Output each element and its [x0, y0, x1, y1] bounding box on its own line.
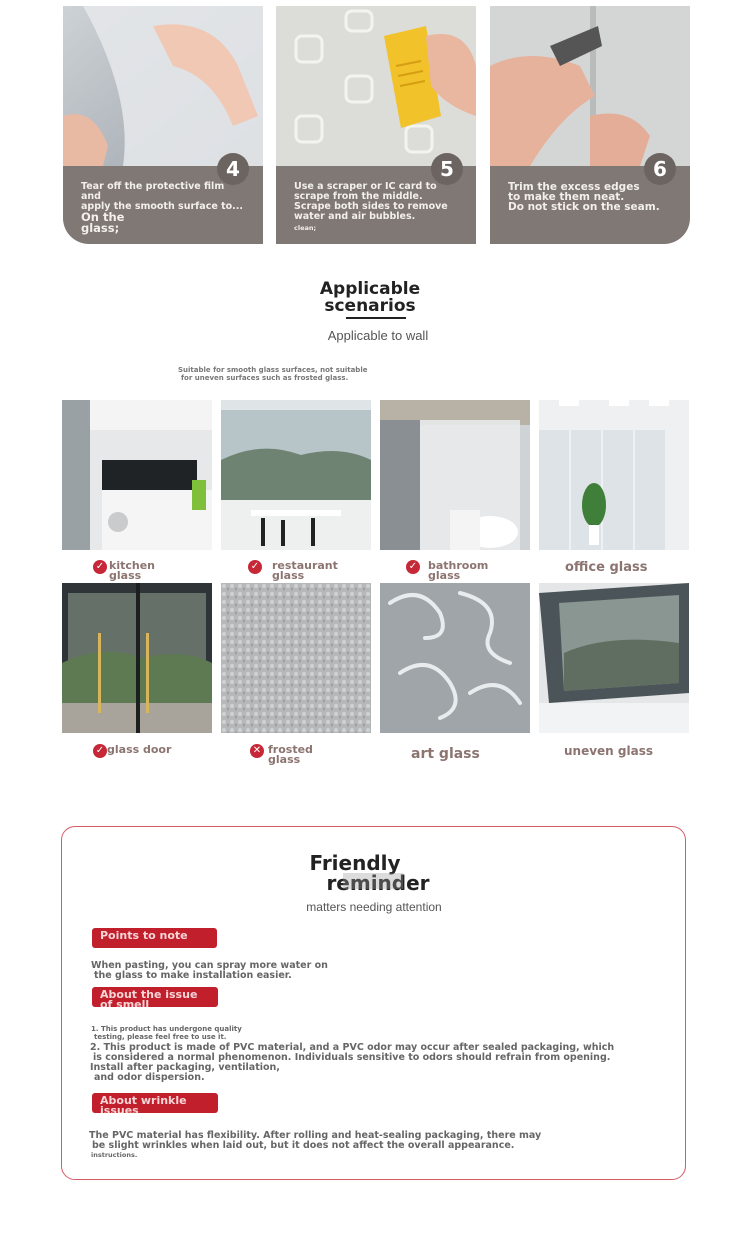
scenario-label-restaurant [248, 561, 342, 581]
office-photo [539, 400, 689, 550]
smell-text-3 [90, 1063, 280, 1083]
scenario-label-frosted [250, 745, 318, 765]
check-icon: ✓ [248, 560, 262, 574]
note-line: is considered a normal phenomenon. Individuals sensitive to odors should refrain from opening. [93, 1052, 611, 1063]
caption-line: Tear off the protective film and [81, 181, 225, 202]
scenario-label-office: office glass [565, 560, 648, 575]
step-caption [294, 182, 458, 233]
scenario-label-kitchen [93, 561, 169, 581]
step-caption [508, 182, 672, 212]
title-highlight [343, 873, 403, 889]
scenario-label-glass-door [93, 745, 187, 755]
step-6-photo [490, 6, 690, 166]
scenarios-title [290, 281, 450, 315]
label-text: glass door [107, 743, 172, 756]
step-number: 4 [217, 153, 249, 185]
title-line: Applicable [319, 279, 421, 299]
caption-line: Use a scraper or IC card to [294, 181, 437, 192]
note-line: Suitable for smooth glass surfaces, not suitable [178, 366, 368, 374]
step-card-5 [276, 6, 476, 244]
caption-emphasis: On the glass; [81, 210, 125, 235]
smell-text-1 [91, 1025, 242, 1041]
scenario-label-bathroom [406, 561, 496, 581]
points-text [91, 961, 328, 981]
scenario-label-uneven: uneven glass [564, 744, 653, 758]
note-line: be slight wrinkles when laid out, but it does not affect the overall appearance. [92, 1140, 515, 1151]
bathroom-photo [380, 400, 530, 550]
caption-line: Trim the excess edges [508, 181, 640, 193]
label-text: restaurant glass [272, 559, 338, 582]
restaurant-photo [221, 400, 371, 550]
caption-line: Do not stick on the seam. [508, 201, 660, 213]
caption-line: apply the smooth surface to... [81, 201, 243, 212]
label-text: kitchen glass [109, 559, 155, 582]
step-caption [81, 182, 245, 234]
kitchen-photo [62, 400, 212, 550]
step-4-photo [63, 6, 263, 166]
step-5-photo [276, 6, 476, 166]
smell-issue-badge: About the issue of smell [92, 987, 218, 1007]
reminder-subtitle: matters needing attention [306, 900, 442, 914]
note-line: instructions. [91, 1151, 138, 1159]
glass-door-photo [62, 583, 212, 733]
step-card-4 [63, 6, 263, 244]
label-text: frosted glass [268, 743, 313, 766]
step-number: 5 [431, 153, 463, 185]
caption-line: Scrape both sides to remove water and air bubbles. [294, 201, 448, 222]
step-number: 6 [644, 153, 676, 185]
scenarios-note [178, 366, 367, 382]
check-icon: ✓ [93, 744, 107, 758]
note-line: and odor dispersion. [94, 1072, 205, 1083]
title-line: Friendly [309, 851, 401, 875]
art-glass-photo [380, 583, 530, 733]
label-text: bathroom glass [428, 559, 489, 582]
note-line: 2. This product is made of PVC material, and a PVC odor may occur after sealed packaging, which [90, 1042, 615, 1053]
title-line: scenarios [324, 296, 416, 316]
wrinkle-text [89, 1131, 541, 1159]
title-underline [346, 317, 406, 319]
note-line: testing, please feel free to use it. [94, 1033, 227, 1041]
scenario-label-art: art glass [411, 746, 480, 762]
note-line: the glass to make installation easier. [94, 970, 292, 981]
caption-line: scrape from the middle. [294, 191, 423, 202]
caption-tiny: clean; [294, 224, 317, 232]
points-to-note-badge: Points to note [92, 928, 217, 948]
note-line: The PVC material has flexibility. After rolling and heat-sealing packaging, there may [89, 1130, 542, 1141]
note-line: Install after packaging, ventilation, [90, 1062, 280, 1073]
frosted-glass-photo [221, 583, 371, 733]
title-line: reminder [326, 871, 430, 895]
check-icon: ✓ [93, 560, 107, 574]
note-line: for uneven surfaces such as frosted glass. [181, 374, 349, 382]
caption-line: to make them neat. [508, 191, 625, 203]
scenarios-subtitle: Applicable to wall [327, 328, 429, 343]
check-icon: ✓ [406, 560, 420, 574]
smell-text-2 [90, 1043, 614, 1063]
note-line: 1. This product has undergone quality [91, 1025, 242, 1033]
wrinkle-issue-badge: About wrinkle issues [92, 1093, 218, 1113]
cross-icon: ✕ [250, 744, 264, 758]
note-line: When pasting, you can spray more water on [91, 960, 328, 971]
step-card-6 [490, 6, 690, 244]
uneven-glass-photo [539, 583, 689, 733]
